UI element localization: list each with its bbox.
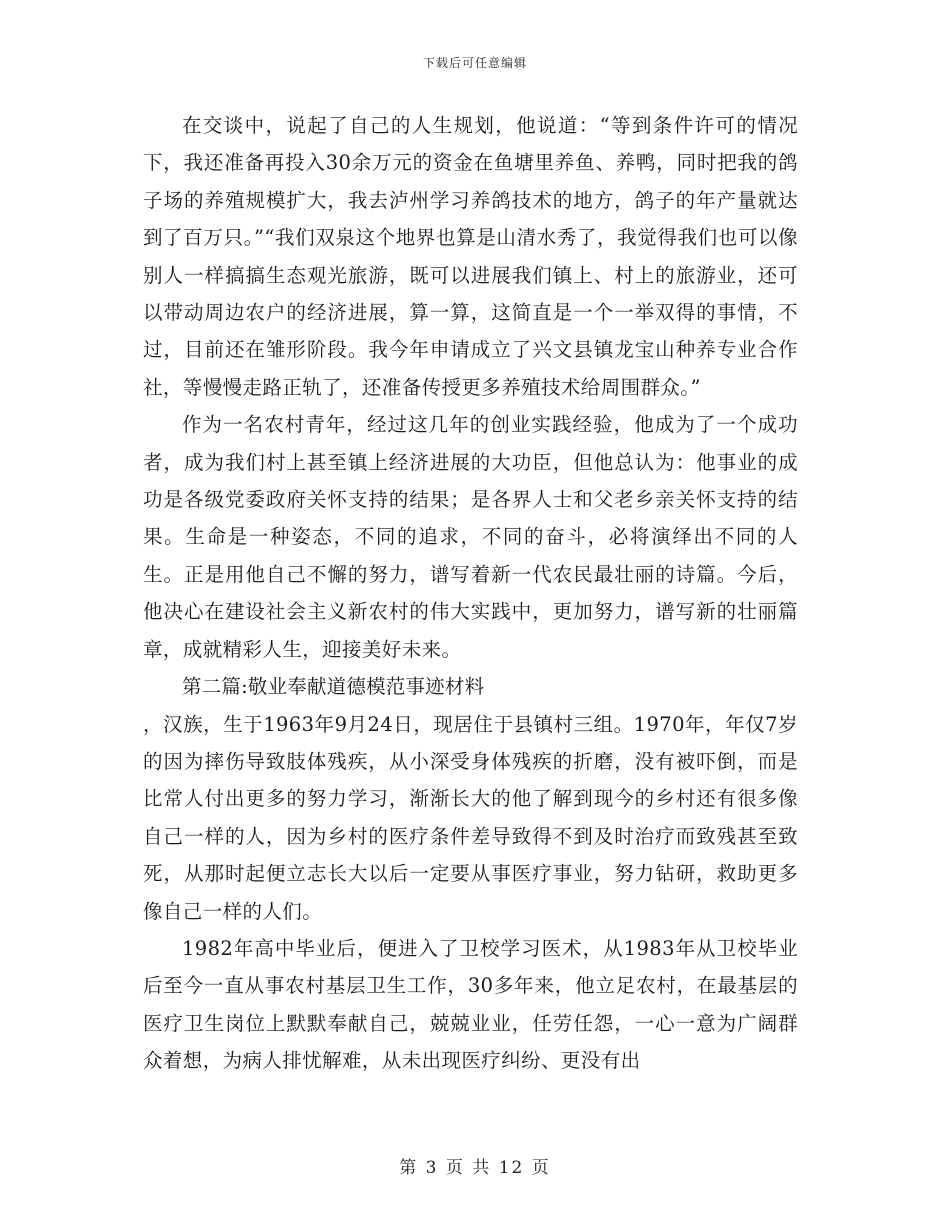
paragraph-life-plan: 在交谈中，说起了自己的人生规划，他说道：“等到条件许可的情况下，我还准备再投入30余万元的资金在鱼塘里养鱼、养鸭，同时把我的鸽子场的养殖规模扩大，我去泸州学习养鸽技术的地方，鸽子的年产量就达到了百万只。”“我们双泉这个地界也算是山清水秀了，我觉得我们也可以像别人一样搞搞生态观光旅游，既可以进展我们镇上、村上的旅游业，还可以带动周边农户的经济进展，算一算，这简直是一个一举双得的事情，不过，目前还在雏形阶段。我今年申请成立了兴文县镇龙宝山种养专业合作社，等慢慢走路正轨了，还准备传授更多养殖技术给周围群众。” xyxy=(143,114,798,399)
paragraph-biography: ，汉族，生于1963年9月24日，现居住于县镇村三组。1970年，年仅7岁的因为摔伤导致肢体残疾，从小深受身体残疾的折磨，没有被吓倒，而是比常人付出更多的努力学习，渐渐长大的他了解到现今的乡村还有很多像自己一样的人，因为乡村的医疗条件差导致得不到及时治疗而致残甚至致死，从那时起便立志长大以后一定要从事医疗事业，努力钻研，救助更多像自己一样的人们。 xyxy=(143,712,798,923)
page-header: 下载后可任意编辑 xyxy=(422,56,527,70)
paragraph-rural-youth: 作为一名农村青年，经过这几年的创业实践经验，他成为了一个成功者，成为我们村上甚至镇上经济进展的大功臣，但他总认为：他事业的成功是各级党委政府关怀支持的结果；是各界人士和父老乡亲关怀支持的结果。生命是一种姿态，不同的追求，不同的奋斗，必将演绎出不同的人生。正是用他自己不懈的努力，谱写着新一代农民最壮丽的诗篇。今后，他决心在建设社会主义新农村的伟大实践中，更加努力，谱写新的壮丽篇章，成就精彩人生，迎接美好未来。 xyxy=(143,413,798,661)
section-heading: 第二篇:敬业奉献道德模范事迹材料 xyxy=(182,675,485,699)
document-body xyxy=(143,107,798,1080)
page-footer: 第 3 页 共 12 页 xyxy=(399,1158,551,1178)
paragraph-career: 1982年高中毕业后，便进入了卫校学习医术，从1983年从卫校毕业后至今一直从事农村基层卫生工作，30多年来，他立足农村，在最基层的医疗卫生岗位上默默奉献自己，兢兢业业，任劳任怨，一心一意为广阔群众着想，为病人排忧解难，从未出现医疗纠纷、更没有出 xyxy=(143,936,798,1073)
